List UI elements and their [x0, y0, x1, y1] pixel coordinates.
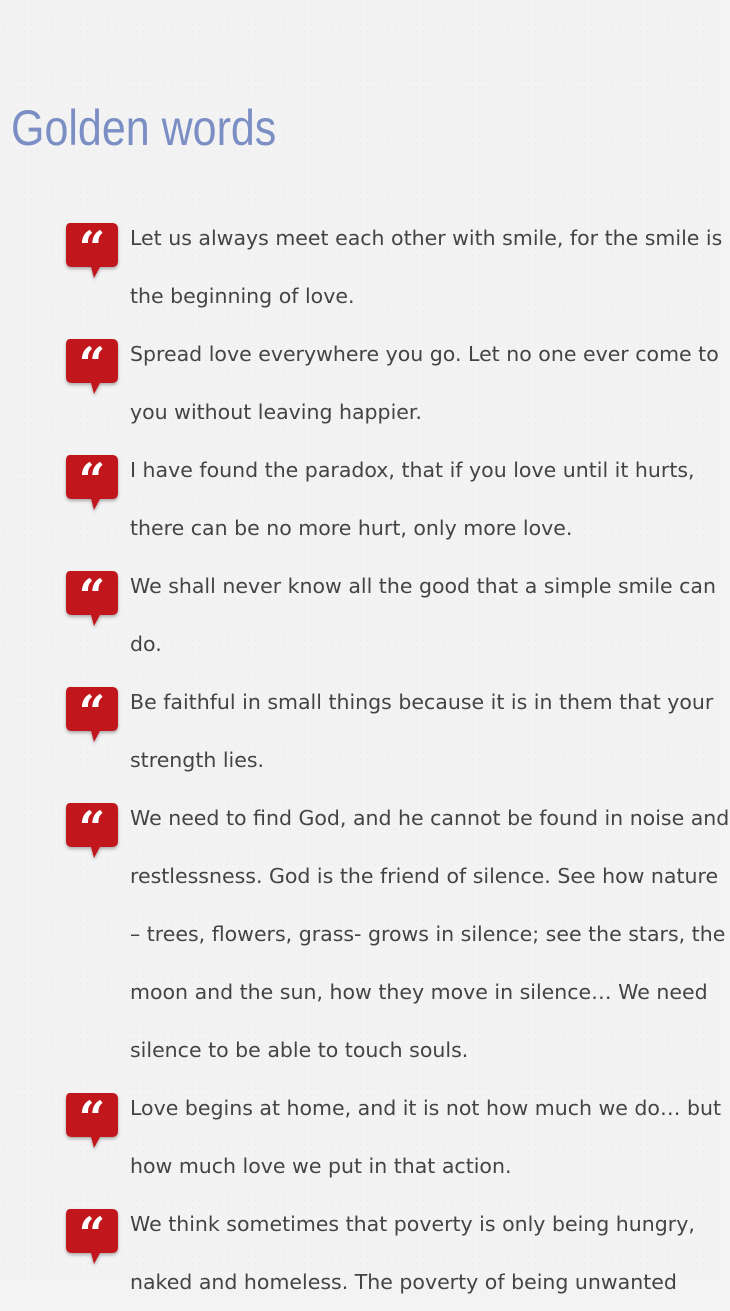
svg-text:“: “: [78, 1091, 106, 1145]
quote-icon: [64, 569, 120, 629]
quote-line: moon and the sun, how they move in silence… We need: [130, 980, 708, 1004]
quote-line: you without leaving happier.: [130, 400, 422, 424]
quote-line: We need to find God, and he cannot be found in noise and: [130, 806, 730, 830]
quote-line: – trees, flowers, grass- grows in silence; see the stars, the: [130, 922, 726, 946]
quote-line: Love begins at home, and it is not how much we do… but: [130, 1096, 722, 1120]
svg-text:“: “: [78, 453, 106, 507]
quote-text: [130, 557, 730, 673]
quote-icon: [64, 221, 120, 281]
svg-text:“: “: [78, 1207, 106, 1261]
quote-item-2: [0, 325, 720, 441]
quote-line: naked and homeless. The poverty of being unwanted: [130, 1270, 677, 1294]
quote-list: [0, 209, 730, 1311]
quote-icon: [64, 453, 120, 513]
quote-icon: [64, 1091, 120, 1151]
quote-text: [130, 325, 730, 441]
quote-item-5: [0, 673, 720, 789]
svg-text:“: “: [78, 337, 106, 391]
quote-item-3: [0, 441, 720, 557]
quote-icon: [64, 801, 120, 861]
quote-line: do.: [130, 632, 162, 656]
quote-item-4: [0, 557, 720, 673]
quote-line: Spread love everywhere you go. Let no one ever come to: [130, 342, 719, 366]
quote-text: [130, 1079, 730, 1195]
quote-line: Let us always meet each other with smile, for the smile is: [130, 226, 723, 250]
svg-text:“: “: [78, 685, 106, 739]
quote-line: I have found the paradox, that if you love until it hurts,: [130, 458, 695, 482]
svg-text:“: “: [78, 221, 106, 275]
quote-line: there can be no more hurt, only more love.: [130, 516, 573, 540]
quote-text: [130, 209, 730, 325]
quote-line: We shall never know all the good that a simple smile can: [130, 574, 716, 598]
quote-text: [130, 789, 730, 1079]
quote-text: [130, 441, 730, 557]
svg-text:“: “: [78, 801, 106, 855]
quote-line: how much love we put in that action.: [130, 1154, 512, 1178]
quote-text: [130, 1195, 730, 1311]
quote-text: [130, 673, 730, 789]
page-title: Golden words: [11, 100, 277, 156]
quote-icon: [64, 1207, 120, 1267]
quote-item-8: [0, 1195, 720, 1311]
quote-line: Be faithful in small things because it is in them that your: [130, 690, 714, 714]
quote-icon: [64, 337, 120, 397]
quote-line: silence to be able to touch souls.: [130, 1038, 469, 1062]
quote-item-6: [0, 789, 730, 1079]
quote-line: restlessness. God is the friend of silence. See how nature: [130, 864, 719, 888]
quote-icon: [64, 685, 120, 745]
quote-item-7: [0, 1079, 720, 1195]
svg-text:“: “: [78, 569, 106, 623]
quote-line: We think sometimes that poverty is only being hungry,: [130, 1212, 695, 1236]
quote-line: the beginning of love.: [130, 284, 355, 308]
quote-item-1: [0, 209, 723, 325]
quote-line: strength lies.: [130, 748, 265, 772]
